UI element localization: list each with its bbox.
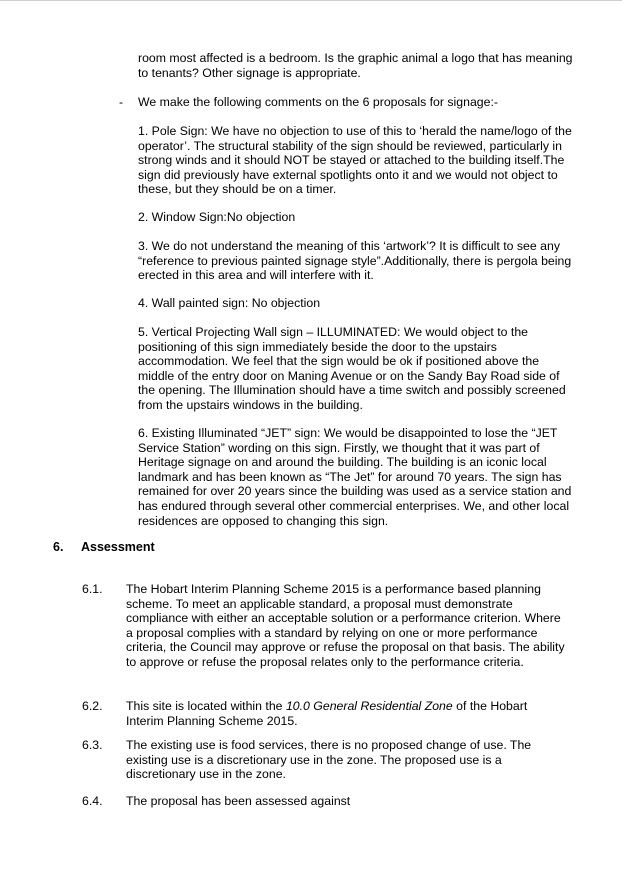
paragraph-text: The existing use is food services, there is no proposed change of use. The existing use is a discretionary use in the zone. The proposed use is a discretionary use in the zone. [126, 738, 532, 782]
comment-item-pole-sign: 1. Pole Sign: We have no objection to use of this to ‘herald the name/logo of the operator’. The structural stability of the sign should be reviewed, particularly in strong winds and it should NOT be stayed or attached to the building itself.The sign did previously have external spotlights onto it and we would not object to these, but they should be on a timer. [138, 124, 572, 197]
comments-intro: We make the following comments on the 6 proposals for signage:- [138, 95, 498, 109]
paragraph-text-part: This site is located within the [126, 699, 286, 713]
comment-item-window-sign: 2. Window Sign:No objection [138, 210, 296, 224]
comment-item-jet-sign: 6. Existing Illuminated “JET” sign: We would be disappointed to lose the “JET Service Station” wording on this sign. Firstly, we thought that it was part of Heritage signage on and around the building. The building is an iconic local landmark and has been known as “The Jet” for around 70 years. The sign has remained for over 20 years since the building was used as a service station and has endured through several other commercial enterprises. We, and other local residences are opposed to changing this sign. [138, 426, 572, 528]
comment-item-projecting-sign: 5. Vertical Projecting Wall sign – ILLUMINATED: We would object to the positioning of this sign immediately beside the door to the upstairs accommodation. We feel that the sign would be ok if positioned above the middle of the entry door on Maning Avenue or on the Sandy Bay Road side of the opening. The Illumination should have a time switch and possibly screened from the upstairs windows in the building. [138, 325, 566, 412]
comment-item-wall-painted-sign: 4. Wall painted sign: No objection [138, 296, 321, 310]
comment-item-artwork: 3. We do not understand the meaning of this ‘artwork’? It is difficult to see any “reference to previous painted signage style”.Additionally, there is pergola being erected in this area and will interfere with it. [138, 239, 572, 283]
paragraph-text [126, 699, 566, 728]
paragraph-number: 6.3. [82, 738, 103, 752]
paragraph-number: 6.2. [82, 699, 103, 713]
paragraph-text: The Hobart Interim Planning Scheme 2015 is a performance based planning scheme. To meet an applicable standard, a proposal must demonstrate compliance with either an acceptable solution or a performance criterion. Where a proposal complies with a standard by relying on one or more performance criteria, the Council may approve or refuse the proposal on that basis. The ability to approve or refuse the proposal relates only to the performance criteria. [126, 582, 565, 669]
paragraph-text-part: of the Hobart Interim Planning Scheme 2015. [126, 699, 528, 728]
bullet-dash: - [119, 95, 124, 109]
section-number: 6. [53, 540, 64, 554]
paragraph-text: The proposal has been assessed against [126, 794, 351, 808]
paragraph-number: 6.1. [82, 582, 103, 596]
section-title: Assessment [81, 540, 155, 554]
continuation-paragraph: room most affected is a bedroom. Is the graphic animal a logo that has meaning to tenants? Other signage is appropriate. [138, 51, 573, 80]
zone-name: 10.0 General Residential Zone [285, 699, 453, 713]
paragraph-number: 6.4. [82, 794, 103, 808]
